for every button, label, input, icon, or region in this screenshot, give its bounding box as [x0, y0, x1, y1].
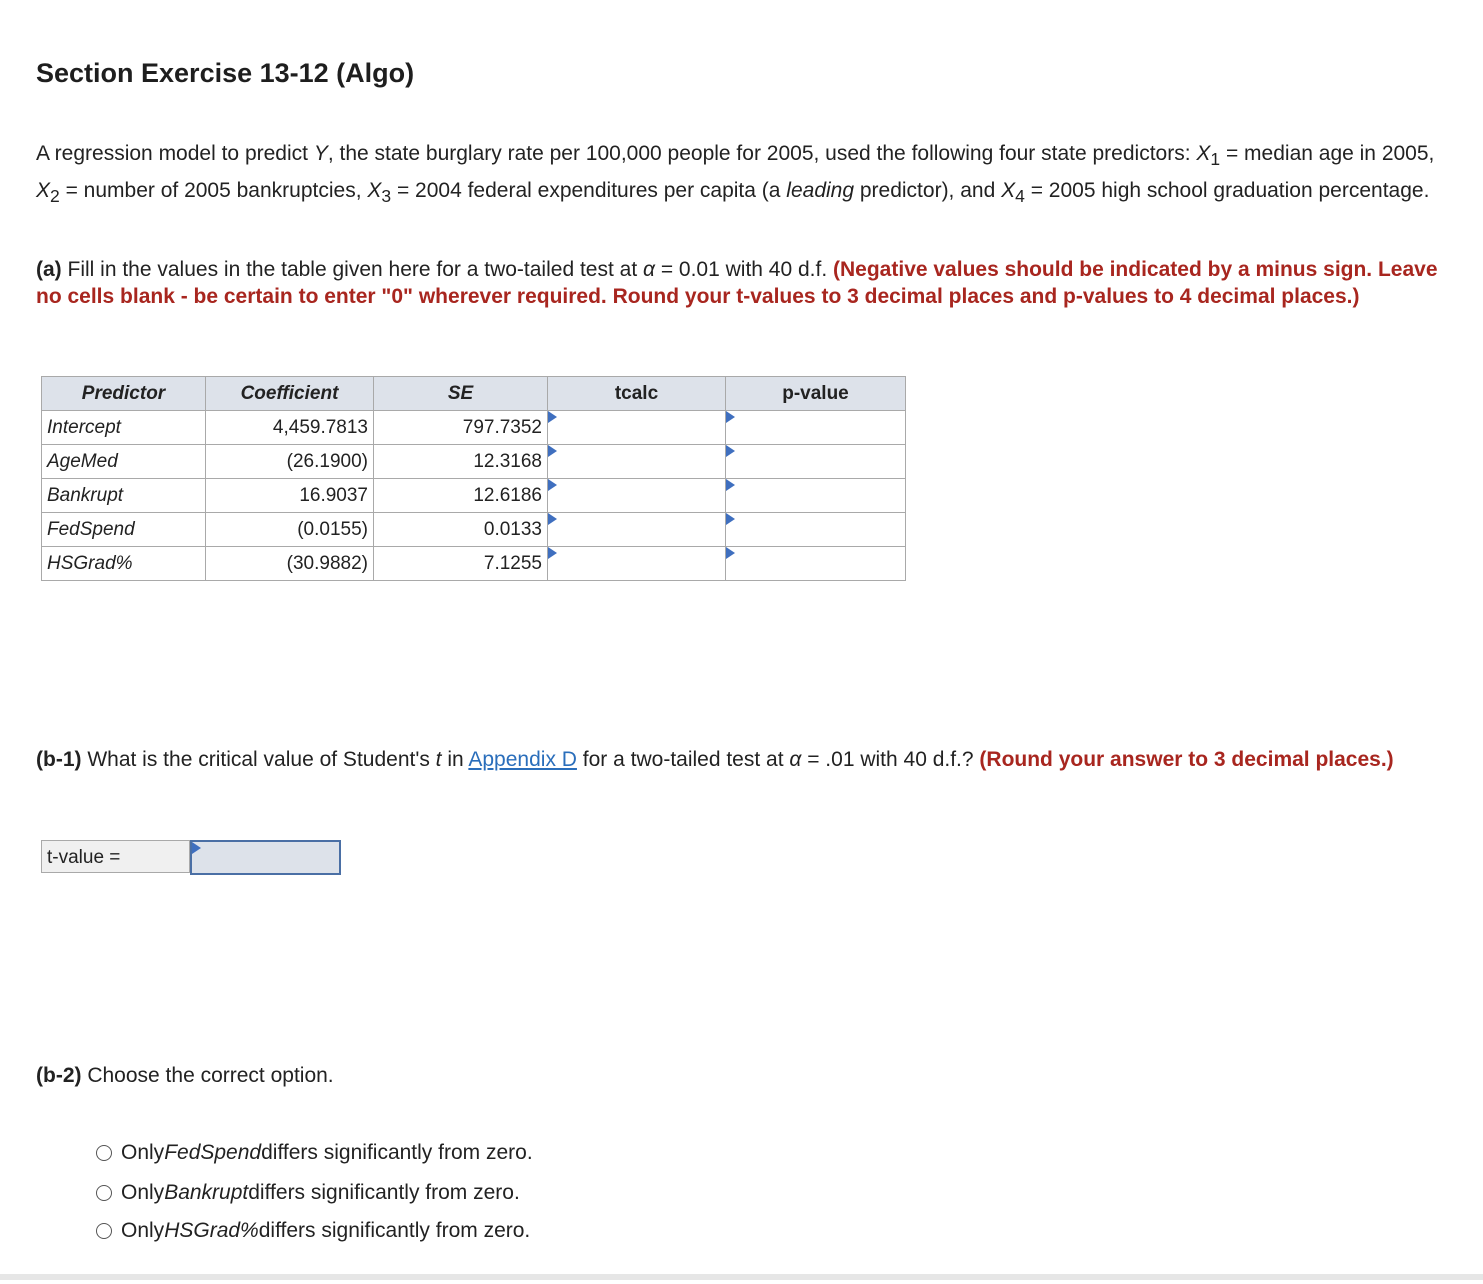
header-predictor: Predictor — [42, 377, 206, 411]
problem-intro — [36, 138, 1446, 212]
input-flag-icon — [548, 411, 557, 423]
input-flag-icon — [548, 513, 557, 525]
option-text: differs significantly from zero. — [261, 1141, 533, 1164]
var-x2: X — [36, 179, 51, 203]
var-x1: X — [1196, 142, 1211, 165]
option-hsgrad[interactable] — [96, 1219, 530, 1243]
pvalue-cell — [726, 547, 906, 581]
part-a-prompt — [36, 256, 1456, 310]
t-value-input[interactable] — [192, 842, 339, 873]
tcalc-input[interactable] — [553, 513, 720, 546]
t-symbol: t — [435, 748, 442, 771]
table-row — [42, 547, 906, 581]
leading-word: leading — [786, 179, 855, 203]
se-cell: 12.6186 — [374, 479, 548, 513]
tcalc-input[interactable] — [553, 445, 720, 478]
pvalue-input[interactable] — [731, 513, 900, 546]
part-b1-label: (b-1) — [36, 748, 82, 771]
header-tcalc: tcalc — [548, 377, 726, 411]
pvalue-cell — [726, 513, 906, 547]
appendix-d-link[interactable]: Appendix D — [468, 748, 577, 771]
tcalc-cell — [548, 479, 726, 513]
option-text: Only — [121, 1141, 165, 1164]
input-flag-icon — [548, 479, 557, 491]
header-se: SE — [374, 377, 548, 411]
pvalue-input[interactable] — [731, 547, 900, 580]
tcalc-cell — [548, 547, 726, 581]
tcalc-cell — [548, 513, 726, 547]
t-value-label: t-value = — [41, 840, 190, 873]
input-flag-icon — [726, 445, 735, 457]
part-b1-text: What is the critical value of Student's — [81, 748, 436, 771]
pvalue-input[interactable] — [731, 479, 900, 512]
sub-1: 1 — [1210, 149, 1221, 170]
predictor-cell: FedSpend — [42, 513, 206, 547]
coefficient-cell: (26.1900) — [206, 445, 374, 479]
sub-4: 4 — [1015, 186, 1025, 207]
sub-2: 2 — [50, 186, 60, 207]
page-title: Section Exercise 13-12 (Algo) — [36, 58, 415, 88]
tcalc-input[interactable] — [553, 547, 720, 580]
option-var: HSGrad% — [164, 1219, 259, 1242]
predictor-cell: Intercept — [42, 411, 206, 445]
table-row — [42, 513, 906, 547]
part-b1-text: = .01 with 40 d.f.? — [801, 748, 980, 771]
part-b2-text: Choose the correct option. — [81, 1064, 334, 1087]
part-a-text: Fill in the values in the table given here for a two-tailed test at — [61, 258, 643, 281]
se-cell: 12.3168 — [374, 445, 548, 479]
option-text: differs significantly from zero. — [248, 1181, 520, 1204]
sub-3: 3 — [381, 186, 392, 207]
intro-text: A regression model to predict — [36, 142, 314, 165]
part-b1-prompt — [36, 746, 1456, 773]
part-b1-text: in — [441, 748, 469, 771]
pvalue-cell — [726, 445, 906, 479]
coefficient-cell: (30.9882) — [206, 547, 374, 581]
radio-icon[interactable] — [96, 1185, 112, 1201]
se-cell: 797.7352 — [374, 411, 548, 445]
part-b2-label: (b-2) — [36, 1064, 82, 1087]
input-flag-icon — [726, 547, 735, 559]
t-value-field — [190, 840, 341, 875]
table-row — [42, 411, 906, 445]
radio-icon[interactable] — [96, 1223, 112, 1239]
alpha-symbol: α — [643, 258, 655, 281]
intro-text: = 2004 federal expenditures per capita (a — [391, 179, 787, 203]
option-fedspend[interactable] — [96, 1141, 533, 1165]
tcalc-cell — [548, 445, 726, 479]
option-text: Only — [121, 1219, 165, 1242]
part-a-text: = 0.01 with 40 d.f. — [654, 258, 834, 281]
radio-icon[interactable] — [96, 1145, 112, 1161]
pvalue-input[interactable] — [731, 445, 900, 478]
coefficient-cell: 16.9037 — [206, 479, 374, 513]
part-b1-instruction: (Round your answer to 3 decimal places.) — [979, 748, 1394, 771]
input-flag-icon — [548, 445, 557, 457]
input-flag-icon — [726, 479, 735, 491]
option-text: Only — [121, 1181, 165, 1204]
option-bankrupt[interactable] — [96, 1181, 520, 1205]
part-a-label: (a) — [36, 258, 62, 281]
pvalue-cell — [726, 479, 906, 513]
coefficient-cell: 4,459.7813 — [206, 411, 374, 445]
tcalc-input[interactable] — [553, 411, 720, 444]
header-pvalue: p-value — [726, 377, 906, 411]
se-cell: 7.1255 — [374, 547, 548, 581]
predictor-cell: Bankrupt — [42, 479, 206, 513]
tcalc-input[interactable] — [553, 479, 720, 512]
intro-text: predictor), and — [854, 179, 1002, 203]
header-coefficient: Coefficient — [206, 377, 374, 411]
bottom-divider — [0, 1274, 1483, 1280]
input-flag-icon — [192, 842, 201, 854]
input-flag-icon — [726, 513, 735, 525]
coefficient-cell: (0.0155) — [206, 513, 374, 547]
var-x4: X — [1001, 179, 1016, 203]
var-x3: X — [367, 179, 382, 203]
option-var: FedSpend — [164, 1141, 262, 1164]
part-b2-prompt — [36, 1064, 334, 1088]
option-text: differs significantly from zero. — [258, 1219, 531, 1242]
option-var: Bankrupt — [164, 1181, 249, 1204]
pvalue-cell — [726, 411, 906, 445]
intro-text: = median age in 2005, — [1220, 142, 1435, 165]
regression-table — [41, 376, 906, 581]
table-row — [42, 445, 906, 479]
var-y: Y — [313, 142, 328, 165]
tcalc-cell — [548, 411, 726, 445]
table-header-row — [42, 377, 906, 411]
predictor-cell: HSGrad% — [42, 547, 206, 581]
predictor-cell: AgeMed — [42, 445, 206, 479]
intro-text: , the state burglary rate per 100,000 people for 2005, used the following four state predictors: — [327, 142, 1197, 165]
table-row — [42, 479, 906, 513]
alpha-symbol: α — [789, 748, 802, 771]
input-flag-icon — [548, 547, 557, 559]
se-cell: 0.0133 — [374, 513, 548, 547]
part-a-instruction: (Negative values should be indicated by a minus sign. Leave no cells blank - be certain to enter "0" wherever required. Round your t-values to 3 decimal places and p-values to 4 decimal places.) — [36, 258, 1438, 308]
pvalue-input[interactable] — [731, 411, 900, 444]
input-flag-icon — [726, 411, 735, 423]
intro-text: = 2005 high school graduation percentage. — [1024, 179, 1430, 203]
part-b1-text: for a two-tailed test at — [576, 748, 790, 771]
intro-text: = number of 2005 bankruptcies, — [59, 179, 368, 203]
